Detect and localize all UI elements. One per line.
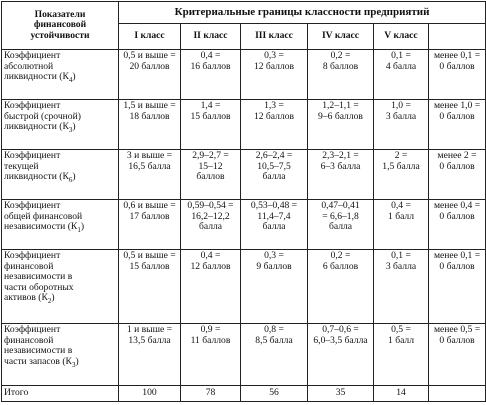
table-cell: 1,0 = 3 балла (374, 100, 429, 150)
table-cell: 0,47–0,41 = 6,6–1,8 балла (308, 200, 374, 250)
class-header-4: IV класс (308, 24, 374, 50)
table-row (2, 50, 486, 100)
table-cell: 1,3 = 12 баллов (241, 100, 308, 150)
class-header-3: III класс (241, 24, 308, 50)
indicators-header: Показатели финансовой устойчивости (2, 2, 119, 50)
row-label-subscript: 3 (71, 360, 76, 369)
table-cell: 0,4 = 16 баллов (181, 50, 241, 100)
table-cell: менее 0,5 = 0 баллов (429, 324, 486, 386)
table-cell: 0,6 и выше = 17 баллов (119, 200, 181, 250)
table-cell: 0,8 = 8,5 балла (241, 324, 308, 386)
table-row (2, 100, 486, 150)
table-cell: 0,59–0,54 = 16,2–12,2 балла (181, 200, 241, 250)
class-criteria-table (1, 1, 486, 402)
row-label-cell: Коэффициент общей финансовой независимости $(К_1)$ (2, 200, 119, 250)
table-cell: 0,9 = 11 баллов (181, 324, 241, 386)
table-cell: 0,1 = 3 балла (374, 250, 429, 324)
table-cell: 0,5 = 1 балл (374, 324, 429, 386)
table-cell: 0,3 = 12 баллов (241, 50, 308, 100)
row-label: Коэффициент финансовой независимости в части оборотных активов (К (4, 250, 74, 304)
table-cell: менее 2 = 0 баллов (429, 150, 486, 200)
table-cell: 0,2 = 8 баллов (308, 50, 374, 100)
total-cell: 56 (241, 386, 308, 402)
table-cell: 0,7–0,6 = 6,0–3,5 балла (308, 324, 374, 386)
total-cell: 14 (374, 386, 429, 402)
row-label: Коэффициент абсолютной ликвидности (К (4, 50, 69, 83)
criteria-header: Критериальные границы классности предприятий (119, 2, 486, 24)
total-row (2, 386, 486, 402)
table-cell: 2 = 1,5 балла (374, 150, 429, 200)
total-label: Итого (2, 386, 119, 402)
header-row-top (2, 2, 486, 24)
row-label: Коэффициент финансовой независимости в части запасов (К (4, 324, 73, 367)
table-cell: менее 0,1 = 0 баллов (429, 250, 486, 324)
table-cell: менее 0,1 = 0 баллов (429, 50, 486, 100)
total-cell: 35 (308, 386, 374, 402)
row-label: Коэффициент общей финансовой независимости (К (4, 200, 83, 233)
table-cell: 1,2–1,1 = 9–6 баллов (308, 100, 374, 150)
row-label: Коэффициент быстрой (срочной) ликвидности (К (4, 100, 81, 133)
total-cell (429, 386, 486, 402)
table-row (2, 324, 486, 386)
table-cell: 1,5 и выше = 18 баллов (119, 100, 181, 150)
row-label-cell: Коэффициент быстрой (срочной) ликвидности $(К_3)$ (2, 100, 119, 150)
row-label: Коэффициент текущей ликвидности (К (4, 150, 69, 183)
table-cell: 2,9–2,7 = 15–12 баллов (181, 150, 241, 200)
row-label-cell: Коэффициент абсолютной ликвидности $(К_4)$ (2, 50, 119, 100)
row-label-subscript: 6 (68, 176, 73, 185)
class-header-1: I класс (119, 24, 181, 50)
table-cell: 0,1 = 4 балла (374, 50, 429, 100)
table-cell: 0,4 = 1 балл (374, 200, 429, 250)
row-label-cell: Коэффициент текущей ликвидности $(К_6)$ (2, 150, 119, 200)
table-row (2, 250, 486, 324)
table-cell: 2,6–2,4 = 10,5–7,5 балла (241, 150, 308, 200)
table-cell: 1,4 = 15 баллов (181, 100, 241, 150)
table-cell: 0,3 = 9 баллов (241, 250, 308, 324)
total-cell: 100 (119, 386, 181, 402)
class-header-6 (429, 24, 486, 50)
table-cell: 0,5 и выше = 20 баллов (119, 50, 181, 100)
table-row (2, 200, 486, 250)
table-cell: 0,4 = 12 баллов (181, 250, 241, 324)
table-row (2, 150, 486, 200)
table-cell: 0,53–0,48 = 11,4–7,4 балла (241, 200, 308, 250)
table-cell: менее 1,0 = 0 баллов (429, 100, 486, 150)
row-label-cell: Коэффициент финансовой независимости в части оборотных активов $(К_2)$ (2, 250, 119, 324)
row-label-cell: Коэффициент финансовой независимости в части запасов $(К_3)$ (2, 324, 119, 386)
row-label-subscript: 2 (47, 297, 52, 306)
table-cell: 0,5 и выше = 15 баллов (119, 250, 181, 324)
class-header-2: II класс (181, 24, 241, 50)
class-header-5: V класс (374, 24, 429, 50)
table-cell: менее 0,4 = 0 баллов (429, 200, 486, 250)
table-cell: 3 и выше = 16,5 балла (119, 150, 181, 200)
row-label-subscript: 3 (68, 126, 73, 135)
row-label-subscript: 4 (68, 76, 73, 85)
table-cell: 1 и выше = 13,5 балла (119, 324, 181, 386)
total-cell: 78 (181, 386, 241, 402)
table-cell: 0,2 = 6 баллов (308, 250, 374, 324)
table-cell: 2,3–2,1 = 6–3 балла (308, 150, 374, 200)
row-label-subscript: 1 (77, 226, 81, 235)
